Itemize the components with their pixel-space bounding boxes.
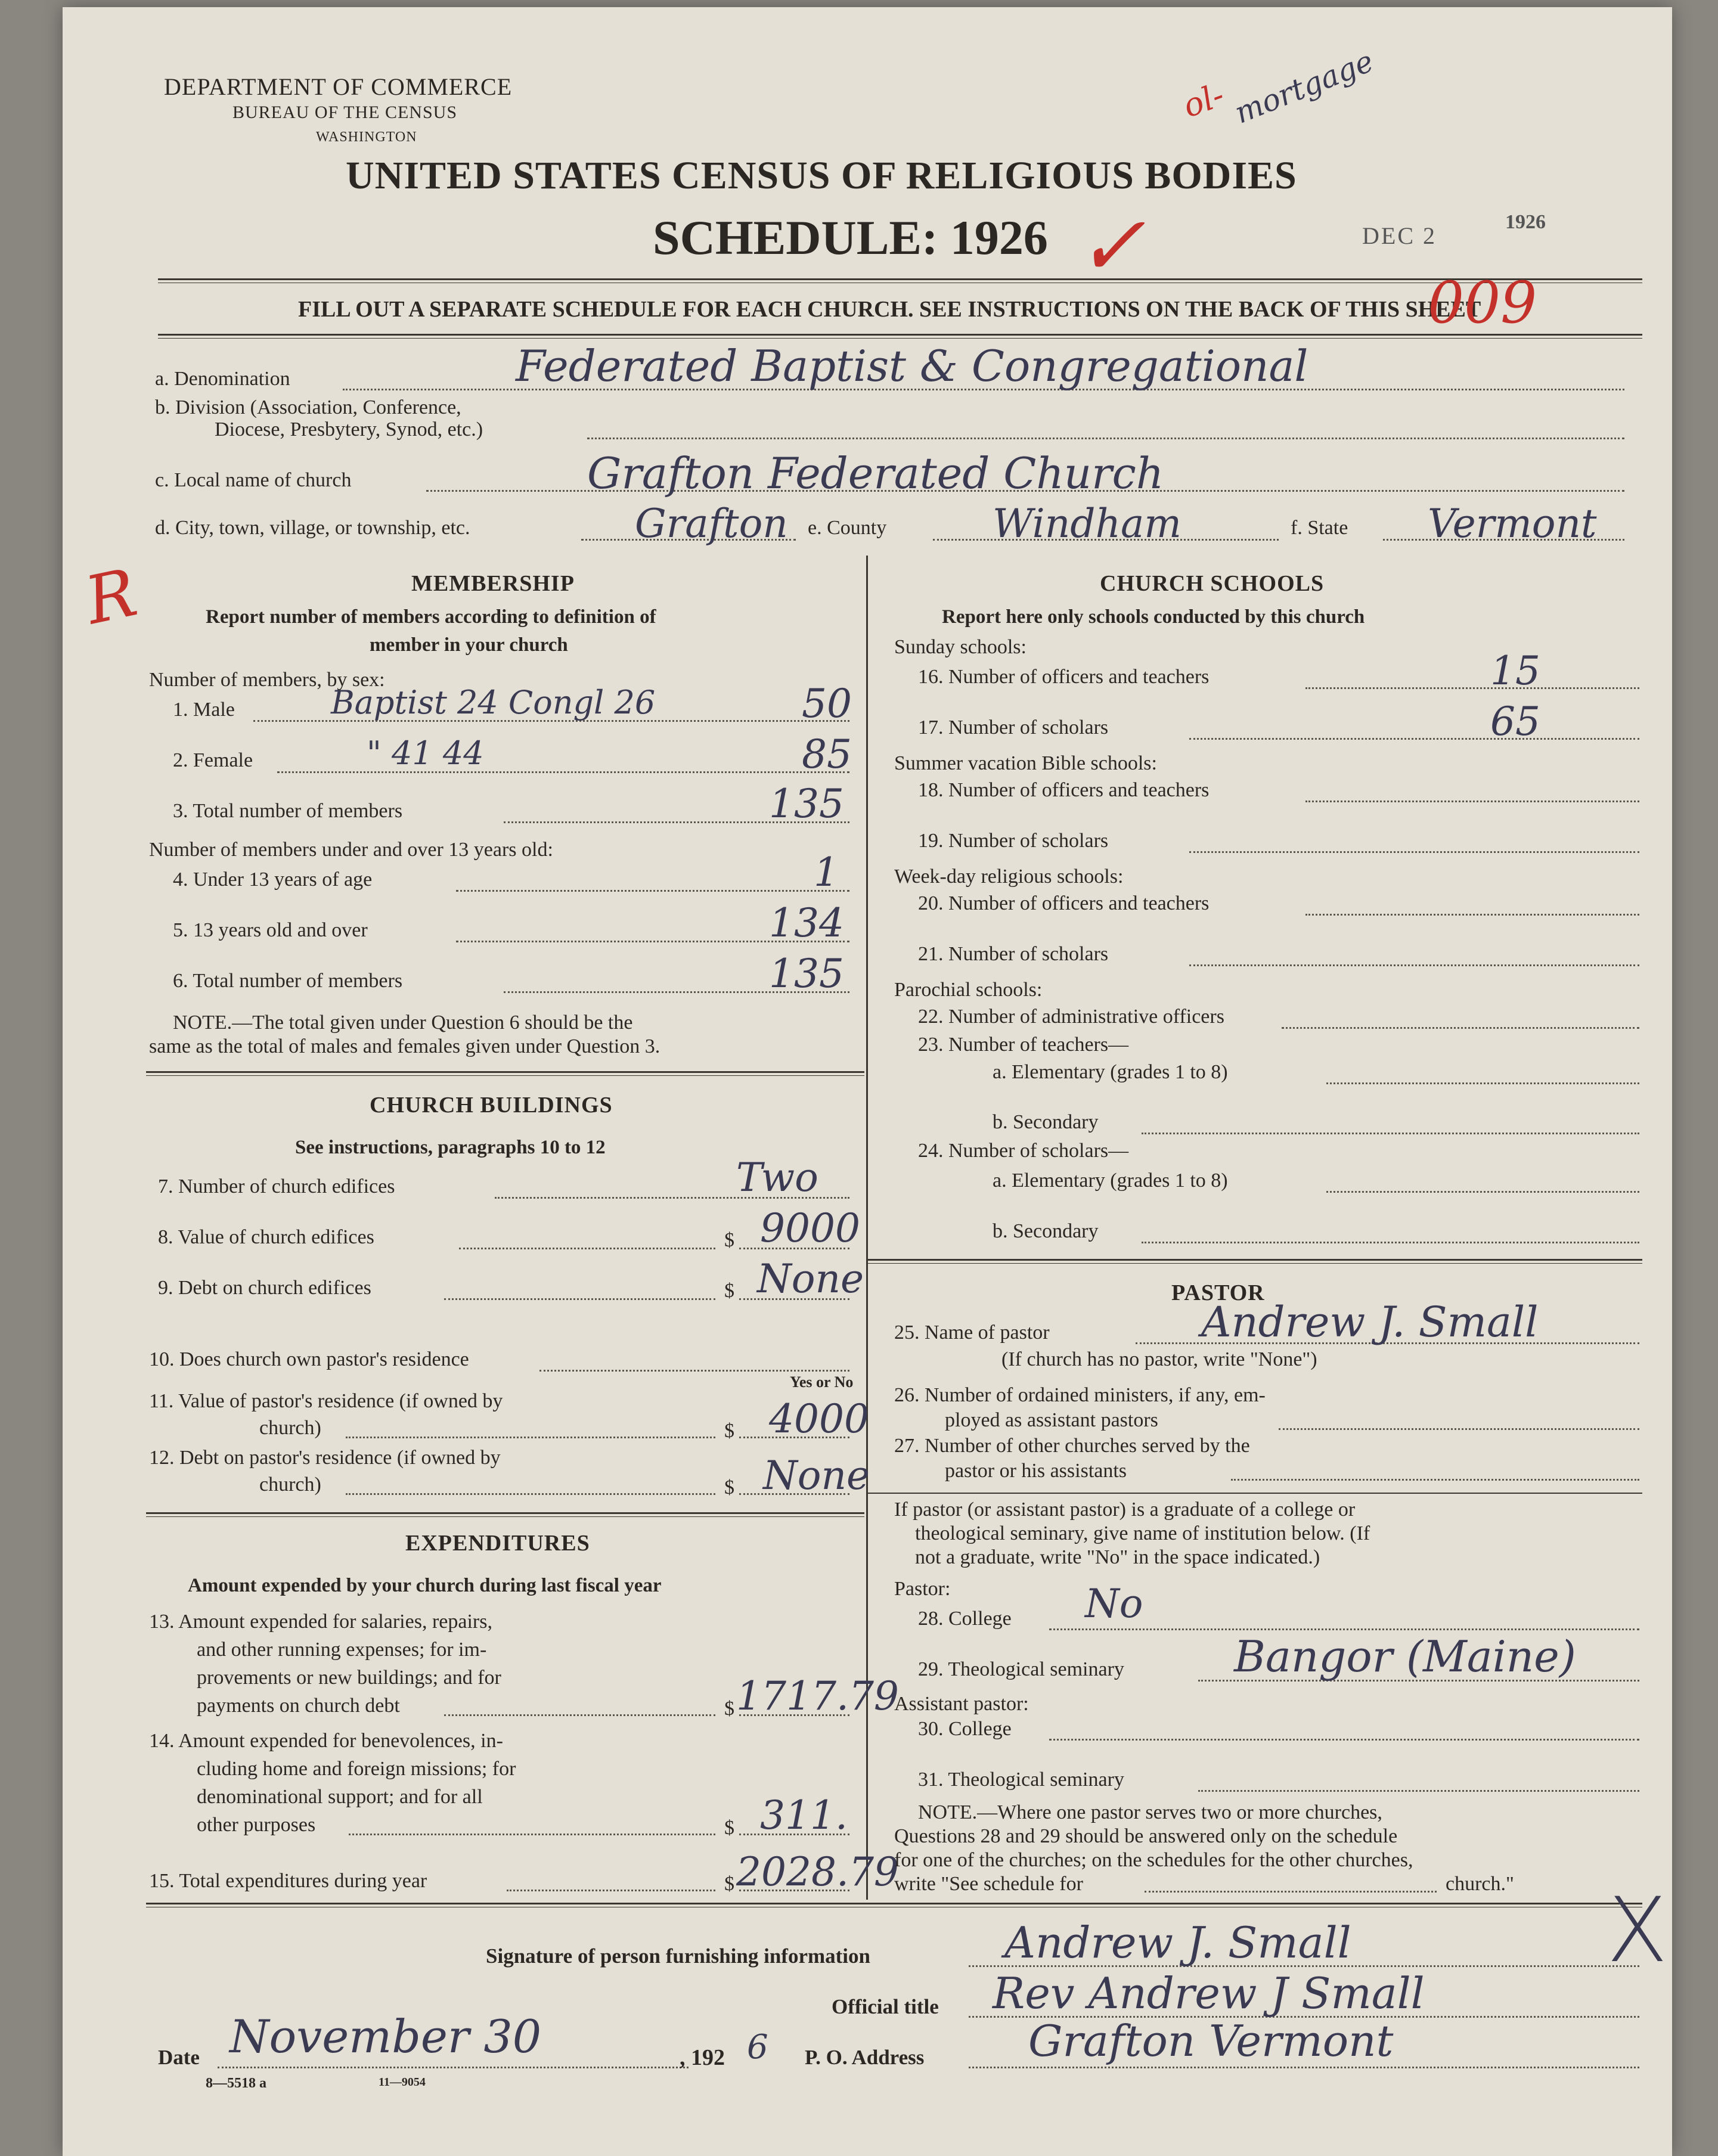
q2-female-breakdown: " 41 44 — [367, 734, 484, 772]
po-address-value[interactable]: Grafton Vermont — [1028, 2016, 1394, 2066]
q25-pastor-name[interactable]: Andrew J. Small — [1201, 1298, 1539, 1347]
q4-under13-value[interactable]: 1 — [814, 849, 839, 895]
q14-label-4: other purposes — [197, 1814, 316, 1836]
q25-note: (If church has no pastor, write "None") — [1001, 1348, 1317, 1370]
pastor-title: PASTOR — [1171, 1280, 1265, 1305]
q9-debt-value[interactable]: None — [757, 1256, 864, 1302]
q15-label: 15. Total expenditures during year — [149, 1870, 427, 1892]
q28-college-value[interactable]: No — [1085, 1581, 1143, 1627]
official-title-label: Official title — [832, 1995, 939, 2018]
red-number: 009 — [1428, 269, 1537, 336]
local-name-label: c. Local name of church — [155, 469, 352, 491]
date-year-print: , 192 — [680, 2045, 725, 2070]
q4-under13-label: 4. Under 13 years of age — [173, 868, 373, 891]
q15-dollar: $ — [724, 1873, 734, 1895]
q13-label-1: 13. Amount expended for salaries, repairs, — [149, 1611, 492, 1633]
buildings-intro: See instructions, paragraphs 10 to 12 — [295, 1137, 606, 1158]
pastor-note-2: Questions 28 and 29 should be answered only on the schedule — [894, 1825, 1398, 1847]
q16-label: 16. Number of officers and teachers — [918, 666, 1210, 688]
denomination-value[interactable]: Federated Baptist & Congregational — [516, 341, 1308, 391]
census-schedule-sheet — [63, 7, 1672, 2156]
county-value[interactable]: Windham — [993, 501, 1181, 547]
q11-value[interactable]: 4000 — [769, 1396, 869, 1442]
q11-label-2: church) — [259, 1417, 321, 1439]
q10-residence-label: 10. Does church own pastor's residence — [149, 1348, 469, 1370]
date-value[interactable]: November 30 — [230, 2010, 542, 2063]
q26-label-2: ployed as assistant pastors — [945, 1409, 1158, 1431]
q1-male-label: 1. Male — [173, 699, 235, 721]
sunday-schools-label: Sunday schools: — [894, 636, 1027, 658]
form-title: UNITED STATES CENSUS OF RELIGIOUS BODIES — [346, 154, 1297, 197]
q16-value[interactable]: 15 — [1490, 648, 1540, 694]
expenditures-title: EXPENDITURES — [405, 1531, 590, 1556]
received-stamp-date: DEC 2 — [1362, 222, 1437, 249]
date-label: Date — [158, 2046, 200, 2069]
q6-total-label: 6. Total number of members — [173, 970, 403, 992]
city-heading: WASHINGTON — [316, 129, 417, 145]
dept-heading: DEPARTMENT OF COMMERCE — [164, 73, 513, 100]
date-year-hw[interactable]: 6 — [747, 2028, 768, 2067]
q13-label-4: payments on church debt — [197, 1695, 400, 1717]
q30-label: 30. College — [918, 1718, 1012, 1740]
q28-label: 28. College — [918, 1608, 1012, 1630]
q27-label-2: pastor or his assistants — [945, 1460, 1127, 1482]
red-letter-R: R — [79, 554, 144, 640]
q23b-label: b. Secondary — [993, 1111, 1099, 1133]
division-label-2: Diocese, Presbytery, Synod, etc.) — [215, 418, 483, 440]
schools-title: CHURCH SCHOOLS — [1100, 571, 1325, 596]
q12-dollar: $ — [724, 1476, 734, 1499]
buildings-title: CHURCH BUILDINGS — [370, 1093, 613, 1118]
age-intro-label: Number of members under and over 13 years old: — [149, 839, 553, 861]
pastor-note-3: for one of the churches; on the schedules for the other churches, — [894, 1849, 1413, 1871]
x-mark: X — [1607, 1879, 1668, 1983]
schools-intro: Report here only schools conducted by this church — [942, 606, 1365, 628]
q13-dollar: $ — [724, 1698, 734, 1720]
weekday-schools-label: Week-day religious schools: — [894, 865, 1124, 888]
q26-label-1: 26. Number of ordained ministers, if any, em- — [894, 1384, 1266, 1406]
q2-female-label: 2. Female — [173, 749, 253, 771]
q24-label: 24. Number of scholars— — [918, 1140, 1129, 1162]
city-label: d. City, town, village, or township, etc. — [155, 517, 470, 539]
schedule-title: SCHEDULE: 1926 — [653, 210, 1048, 265]
membership-note-2: same as the total of males and females given under Question 3. — [149, 1035, 660, 1057]
q8-dollar: $ — [724, 1229, 734, 1251]
city-value[interactable]: Grafton — [635, 501, 788, 547]
q29-label: 29. Theological seminary — [918, 1658, 1124, 1680]
q11-label-1: 11. Value of pastor's residence (if owned by — [149, 1390, 503, 1412]
signature-label: Signature of person furnishing information — [486, 1944, 870, 1968]
q21-label: 21. Number of scholars — [918, 943, 1109, 965]
signature-value[interactable]: Andrew J. Small — [1004, 1918, 1351, 1968]
q8-value-label: 8. Value of church edifices — [158, 1226, 374, 1248]
q17-value[interactable]: 65 — [1490, 699, 1540, 744]
bureau-heading: BUREAU OF THE CENSUS — [232, 103, 457, 122]
q23a-label: a. Elementary (grades 1 to 8) — [993, 1061, 1228, 1083]
q12-label-1: 12. Debt on pastor's residence (if owned by — [149, 1447, 501, 1469]
q8-value-amount[interactable]: 9000 — [760, 1205, 860, 1251]
po-address-label: P. O. Address — [805, 2046, 925, 2069]
pastor-note-1: NOTE.—Where one pastor serves two or more churches, — [918, 1801, 1382, 1823]
print-number: 11—9054 — [379, 2076, 426, 2089]
q7-edifices-label: 7. Number of church edifices — [158, 1175, 395, 1198]
q2-female-value[interactable]: 85 — [802, 731, 852, 777]
official-title-value[interactable]: Rev Andrew J Small — [993, 1968, 1425, 2018]
q3-total-label: 3. Total number of members — [173, 800, 403, 822]
q14-label-3: denominational support; and for all — [197, 1786, 483, 1808]
denomination-label: a. Denomination — [155, 368, 290, 390]
q13-label-3: provements or new buildings; and for — [197, 1667, 501, 1689]
q18-label: 18. Number of officers and teachers — [918, 779, 1210, 801]
q20-label: 20. Number of officers and teachers — [918, 892, 1210, 914]
q19-label: 19. Number of scholars — [918, 830, 1109, 852]
q22-label: 22. Number of administrative officers — [918, 1006, 1224, 1028]
q5-13over-value[interactable]: 134 — [769, 900, 844, 946]
q17-label: 17. Number of scholars — [918, 716, 1109, 739]
q27-label-1: 27. Number of other churches served by the — [894, 1435, 1250, 1457]
expenditures-intro: Amount expended by your church during last fiscal year — [188, 1575, 662, 1596]
members-by-sex-label: Number of members, by sex: — [149, 669, 385, 691]
q12-label-2: church) — [259, 1473, 321, 1496]
membership-intro-2: member in your church — [370, 634, 568, 656]
q9-dollar: $ — [724, 1280, 734, 1302]
q14-label-2: cluding home and foreign missions; for — [197, 1758, 516, 1780]
graduate-note-3: not a graduate, write "No" in the space indicated.) — [915, 1546, 1320, 1568]
q15-value[interactable]: 2028.79 — [736, 1849, 899, 1895]
membership-note-1: NOTE.—The total given under Question 6 should be the — [173, 1012, 633, 1034]
local-name-value[interactable]: Grafton Federated Church — [587, 448, 1164, 498]
q25-label: 25. Name of pastor — [894, 1321, 1050, 1344]
q12-debt-value[interactable]: None — [763, 1453, 870, 1499]
graduate-note-1: If pastor (or assistant pastor) is a graduate of a college or — [894, 1499, 1356, 1521]
q11-dollar: $ — [724, 1420, 734, 1442]
yes-no-caption: Yes or No — [790, 1373, 854, 1391]
q3-total-value[interactable]: 135 — [769, 781, 844, 827]
q24a-label: a. Elementary (grades 1 to 8) — [993, 1169, 1228, 1192]
membership-title: MEMBERSHIP — [411, 571, 575, 596]
state-value[interactable]: Vermont — [1428, 501, 1597, 547]
q14-value[interactable]: 311. — [760, 1792, 848, 1838]
q13-value[interactable]: 1717.79 — [736, 1673, 899, 1719]
parochial-schools-label: Parochial schools: — [894, 979, 1043, 1001]
q24b-label: b. Secondary — [993, 1220, 1099, 1242]
pastor-sub-label: Pastor: — [894, 1578, 951, 1600]
county-label: e. County — [808, 517, 887, 539]
division-label-1: b. Division (Association, Conference, — [155, 396, 461, 418]
form-number: 8—5518 a — [206, 2076, 266, 2091]
q23-label: 23. Number of teachers— — [918, 1034, 1129, 1056]
q14-label-1: 14. Amount expended for benevolences, in- — [149, 1730, 503, 1752]
q14-dollar: $ — [724, 1817, 734, 1839]
graduate-note-2: theological seminary, give name of institution below. (If — [915, 1522, 1370, 1544]
pastor-note-4: write "See schedule for — [894, 1873, 1083, 1895]
q5-13over-label: 5. 13 years old and over — [173, 919, 368, 941]
summer-schools-label: Summer vacation Bible schools: — [894, 752, 1157, 774]
q9-debt-label: 9. Debt on church edifices — [158, 1277, 371, 1299]
q29-seminary-value[interactable]: Bangor (Maine) — [1234, 1631, 1576, 1682]
q13-label-2: and other running expenses; for im- — [197, 1639, 487, 1661]
pastor-note-4b: church." — [1446, 1873, 1514, 1895]
red-check-mark: ✓ — [1076, 198, 1146, 295]
received-stamp-year: 1926 — [1505, 211, 1546, 233]
instruction-banner: FILL OUT A SEPARATE SCHEDULE FOR EACH CHURCH. SEE INSTRUCTIONS ON THE BACK OF THIS SHEET — [298, 297, 1481, 322]
q1-male-value[interactable]: 50 — [802, 681, 852, 727]
handwritten-note-top: mortgage — [1230, 44, 1378, 131]
state-label: f. State — [1291, 517, 1348, 539]
q1-male-breakdown: Baptist 24 Congl 26 — [331, 684, 656, 721]
red-annotation: ol- — [1178, 76, 1229, 125]
q6-total-value[interactable]: 135 — [769, 951, 844, 997]
membership-intro-1: Report number of members according to definition of — [206, 606, 656, 628]
assistant-pastor-label: Assistant pastor: — [894, 1693, 1029, 1715]
q7-edifices-value[interactable]: Two — [736, 1155, 818, 1200]
q31-label: 31. Theological seminary — [918, 1769, 1124, 1791]
